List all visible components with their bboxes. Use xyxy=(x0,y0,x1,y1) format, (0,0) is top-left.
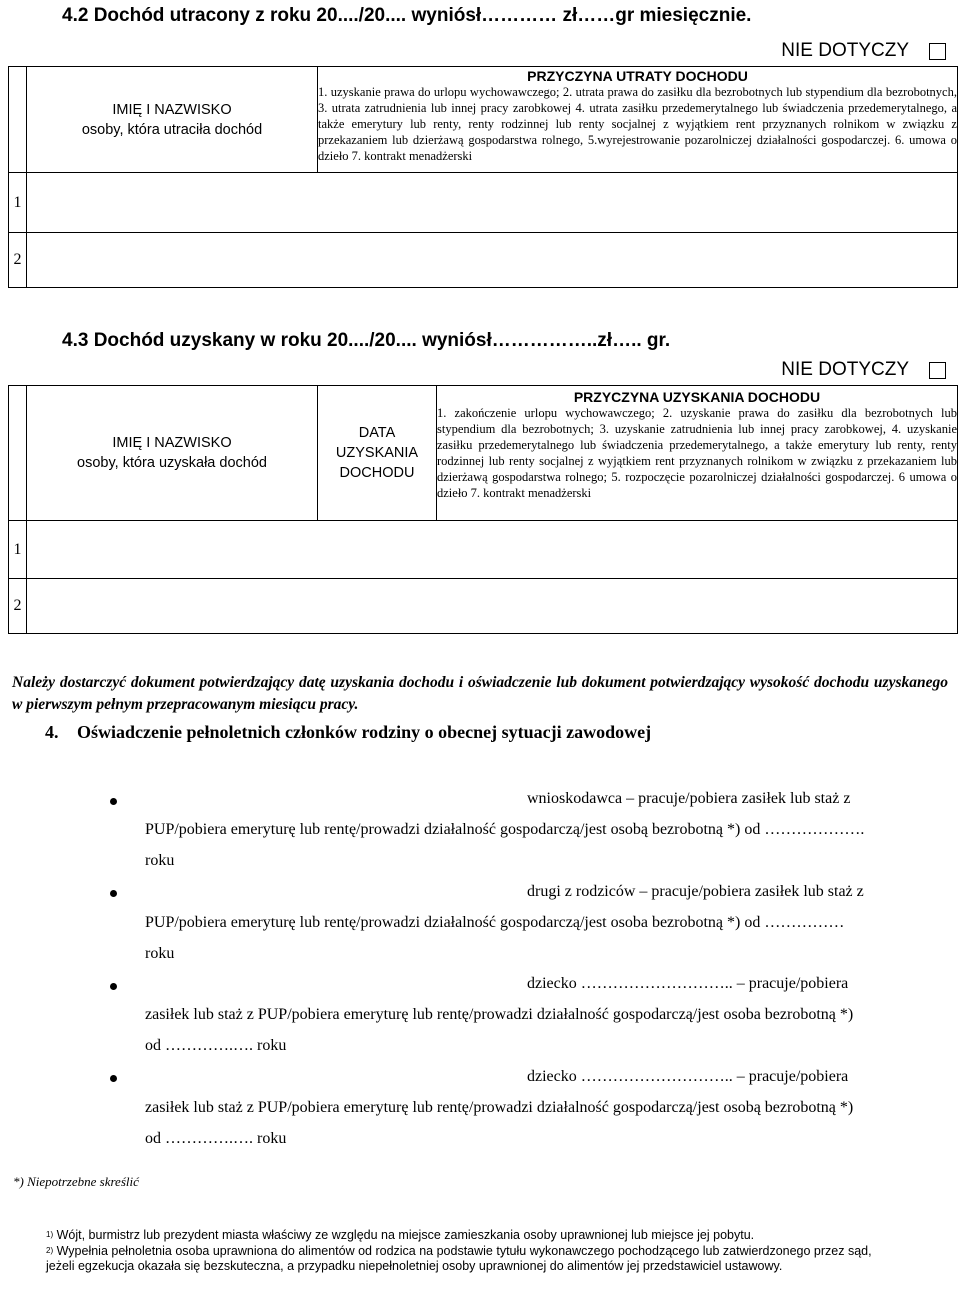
statement-line: od ………….…. roku xyxy=(145,1130,287,1147)
reason-text: 1. zakończenie urlopu wychowawczego; 2. uzyskanie prawa do zasiłku dla bezrobotnych lub stypendium dla bezrobotnych; 3. uzyskanie zatrudnienia lub innej pracy zarobkowej, 4. uzyskanie zasiłku przedemerytalnego lub świadczenia przedemerytalnego, a także emerytury lub renty, renty rodzinnej lub renty socjalnej z wyjątkiem rent przyznanych rolnikom w związku z przekazaniem lub dzierżawą gospodarstwa rolnego; 5. rozpoczęcie pozarolniczej działalności gospodarczej. 6 umowa o dzieło 7. kontrakt menadżerski xyxy=(437,406,957,500)
footnote-text: Wypełnia pełnoletnia osoba uprawniona do alimentów od rodzica na podstawie tytułu wykonawczego pochodzącego lub zatwierdzonego przez sąd, jeżeli egzekucja okazała się bezskuteczna, a przypadku niepełnoletniej osoby uprawnionej do alimentów jej przedstawiciel ustawowy. xyxy=(46,1244,872,1273)
statement-line: zasiłek lub staż z PUP/pobiera emeryturę lub rentę/prowadzi działalność gospodarczą/jest osoba bezrobotną *) xyxy=(145,1006,854,1023)
not-applicable-4-2 xyxy=(781,40,946,62)
row-number: 1 xyxy=(9,173,27,233)
footnote-2 xyxy=(46,1243,886,1274)
footnote-1 xyxy=(46,1227,926,1243)
statement-line: zasiłek lub staż z PUP/pobiera emeryturę lub rentę/prowadzi działalność gospodarczą/jest osobą bezrobotną *) xyxy=(145,1099,854,1116)
name-header: IMIĘ I NAZWISKO xyxy=(112,101,232,118)
row-1-input[interactable] xyxy=(27,173,958,233)
statement-line: dziecko ……………………….. – pracuje/pobiera xyxy=(527,1068,849,1085)
name-header: IMIĘ I NAZWISKO xyxy=(112,435,232,451)
statement-line: dziecko ……………………….. – pracuje/pobiera xyxy=(527,975,849,992)
statement-line: PUP/pobiera emeryturę lub rentę/prowadzi działalność gospodarczą/jest osoba bezrobotną *) od …………… xyxy=(145,914,845,931)
reason-text: 1. uzyskanie prawa do urlopu wychowawczego; 2. utrata prawa do zasiłku dla bezrobotnych lub stypendium dla bezrobotnych, 3. utrata zatrudnienia lub innej pracy zarobkowej 4. utrata zasiłku przedemerytalnego lub świadczenia przedemerytalnego, a także emerytury lub renty, renty rodzinnej lub renty socjalnej z wyjątkiem rent przyznanych rolnikom w związku z przekazaniem lub dzierżawą gospodarstwa rolnego, 5.wyrejestrowanie pozarolniczej działalności gospodarczej. 6. umowa o dzieło 7. kontrakt menadżerski xyxy=(318,85,957,163)
name-header-cell xyxy=(27,67,318,173)
section-number: 4. xyxy=(45,722,59,742)
section-4-3-title: 4.3 Dochód uzyskany w roku 20..../20.... wyniósł……………..zł….. gr. xyxy=(62,330,671,351)
statement-line: od ………….…. roku xyxy=(145,1037,287,1054)
documents-note: Należy dostarczyć dokument potwierdzający datę uzyskania dochodu i oświadczenie lub dokument potwierdzający wysokość dochodu uzyskanego w pierwszym pełnym przepracowanym miesiącu pracy. xyxy=(12,674,948,713)
not-applicable-checkbox[interactable] xyxy=(929,362,946,379)
not-applicable-checkbox[interactable] xyxy=(929,43,946,60)
row-1-input[interactable] xyxy=(27,521,958,579)
footnote-mark: 1) xyxy=(46,1230,54,1239)
bullet-icon xyxy=(110,983,117,990)
date-header: DOCHODU xyxy=(339,465,415,481)
name-header-cell xyxy=(27,386,318,521)
not-applicable-label: NIE DOTYCZY xyxy=(781,359,909,380)
name-subheader: osoby, która uzyskała dochód xyxy=(77,455,267,471)
section-4-title xyxy=(45,722,651,743)
date-header-cell xyxy=(318,386,437,521)
date-header: DATA xyxy=(358,425,396,441)
footnote-mark: 2) xyxy=(46,1246,54,1255)
name-subheader: osoby, która utraciła dochód xyxy=(81,121,263,138)
footnote-text: Wójt, burmistrz lub prezydent miasta właściwy ze względu na miejsce zamieszkania osoby uprawnionej lub miejsce jej pobytu. xyxy=(56,1228,755,1242)
reason-cell xyxy=(318,67,958,173)
reason-header: PRZYCZYNA UTRATY DOCHODU xyxy=(527,68,748,84)
statement-line: drugi z rodziców – pracuje/pobiera zasiłek lub staż z xyxy=(527,883,864,900)
row-number: 2 xyxy=(9,233,27,288)
section-title: Oświadczenie pełnoletnich członków rodziny o obecnej sytuacji zawodowej xyxy=(77,722,652,742)
bullet-icon xyxy=(110,1075,117,1082)
bullet-icon xyxy=(110,890,117,897)
row-number: 1 xyxy=(9,521,27,579)
not-applicable-label: NIE DOTYCZY xyxy=(781,40,909,61)
section-4-2-title: 4.2 Dochód utracony z roku 20..../20.... wyniósł………… zł……gr miesięcznie. xyxy=(62,5,752,26)
gained-income-table xyxy=(8,385,958,634)
row-2-input[interactable] xyxy=(27,233,958,288)
not-applicable-4-3 xyxy=(781,359,946,381)
statement-line: roku xyxy=(145,852,175,869)
reason-cell xyxy=(437,386,958,521)
statement-line: PUP/pobiera emeryturę lub rentę/prowadzi działalność gospodarczą/jest osobą bezrobotną *) od ………………. xyxy=(145,821,865,838)
footnote-star: *) Niepotrzebne skreślić xyxy=(13,1174,139,1189)
reason-header: PRZYCZYNA UZYSKANIA DOCHODU xyxy=(573,389,821,405)
bullet-icon xyxy=(110,798,117,805)
date-header: UZYSKANIA xyxy=(335,445,419,461)
statement-line: wnioskodawca – pracuje/pobiera zasiłek lub staż z xyxy=(527,790,851,807)
row-number: 2 xyxy=(9,579,27,634)
lost-income-table xyxy=(8,66,958,288)
statement-line: roku xyxy=(145,945,175,962)
row-2-input[interactable] xyxy=(27,579,958,634)
